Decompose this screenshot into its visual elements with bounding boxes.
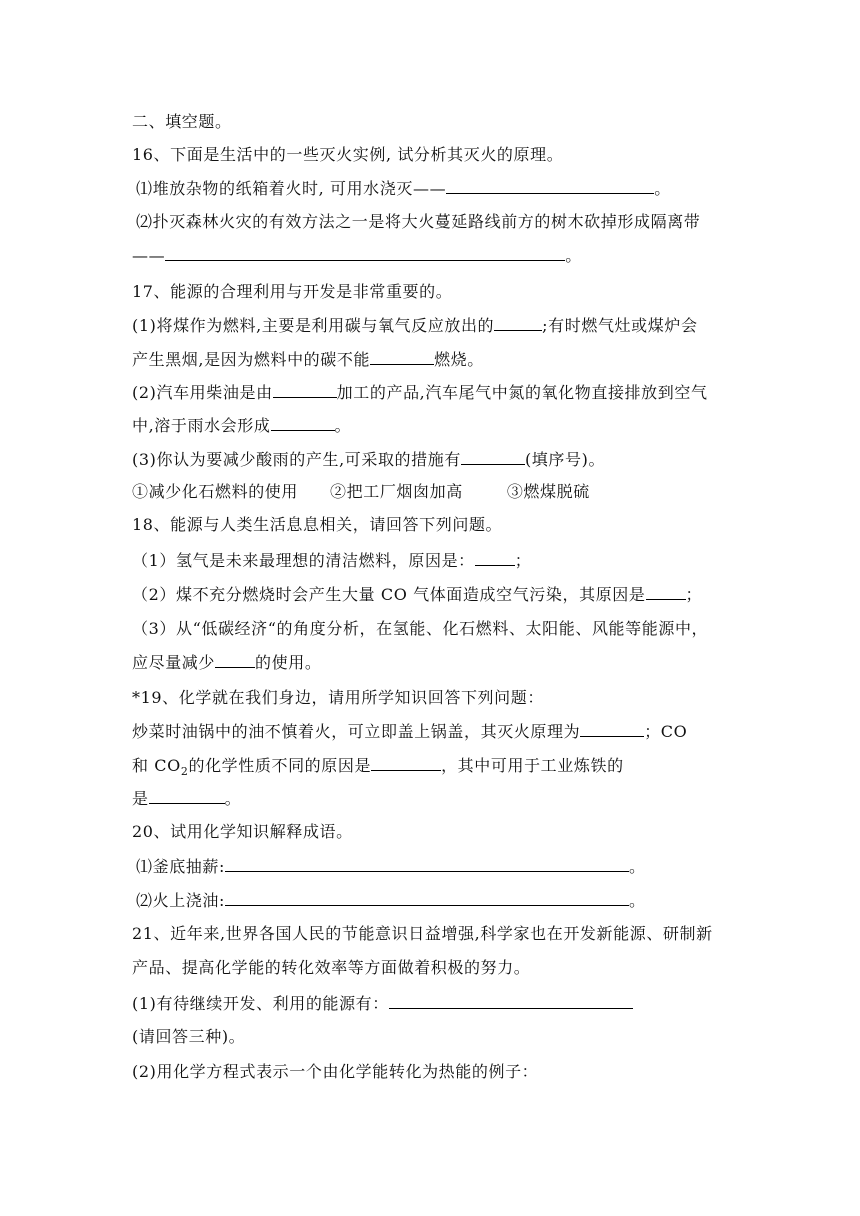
q16-part2: ⑵扑灭森林火灾的有效方法之一是将大火蔓延路线前方的树木砍掉形成隔离带 <box>136 212 701 231</box>
q19-stem: *19、化学就在我们身边，请用所学知识回答下列问题： <box>132 688 544 707</box>
q17-part1-cont <box>132 349 484 370</box>
answer-blank[interactable] <box>580 721 644 737</box>
answer-blank[interactable] <box>461 449 525 465</box>
q17-part1 <box>132 315 698 336</box>
q16-part2-end: 。 <box>565 246 582 265</box>
answer-blank[interactable] <box>215 652 255 668</box>
q18-part1 <box>132 550 531 571</box>
q17-part2-text: (2)汽车用柴油是由 <box>132 383 273 402</box>
q16-part2-cont <box>132 245 582 266</box>
section-title: 二、填空题。 <box>132 112 232 131</box>
q21-part1-text: (1)有待继续开发、利用的能源有： <box>132 994 389 1013</box>
q20-part2 <box>136 890 646 911</box>
q17-part3-text2: (填序号)。 <box>524 450 606 469</box>
q17-part2-text3: 中,溶于雨水会形成 <box>132 416 271 435</box>
q19-line3-end: 。 <box>224 789 242 808</box>
q17-part1-text4: 燃烧。 <box>434 350 484 369</box>
q19-line2-text2: 的化学性质不同的原因是 <box>188 756 372 775</box>
q19-line1-text: 炒菜时油锅中的油不慎着火，可立即盖上锅盖，其灭火原理为 <box>132 722 581 741</box>
q16-part2-dash: —— <box>132 246 166 265</box>
q16-part1-text: ⑴堆放杂物的纸箱着火时, 可用水浇灭—— <box>136 179 447 198</box>
q19-line1 <box>132 721 687 742</box>
q18-part3-end: 的使用。 <box>255 653 322 672</box>
q17-part1-text: (1)将煤作为燃料,主要是利用碳与氧气反应放出的 <box>132 316 495 335</box>
q20-part1-text: ⑴釜底抽薪: <box>136 857 225 876</box>
q19-line3 <box>132 788 241 809</box>
answer-blank[interactable] <box>149 788 225 804</box>
q19-line2-end: ，其中可用于工业炼铁的 <box>441 756 624 775</box>
answer-blank[interactable] <box>165 245 565 261</box>
q20-part1 <box>136 856 646 877</box>
q16-part1-end: 。 <box>654 179 671 198</box>
q17-part3-text: (3)你认为要减少酸雨的产生,可采取的措施有 <box>132 450 461 469</box>
q17-part2-text2: 加工的产品,汽车尾气中氮的氧化物直接排放到空气 <box>336 383 708 402</box>
subscript: 2 <box>180 765 189 779</box>
q17-stem: 17、能源的合理利用与开发是非常重要的。 <box>132 282 453 301</box>
answer-blank[interactable] <box>273 382 337 398</box>
q18-stem: 18、能源与人类生活息息相关，请回答下列问题。 <box>132 515 503 534</box>
q21-part2: (2)用化学方程式表示一个由化学能转化为热能的例子： <box>132 1062 539 1081</box>
q20-stem: 20、试用化学知识解释成语。 <box>132 822 353 841</box>
q17-part1-text3: 产生黑烟,是因为燃料中的碳不能 <box>132 350 371 369</box>
q18-part3-cont <box>132 652 321 673</box>
q17-part2 <box>132 382 708 403</box>
answer-blank[interactable] <box>646 584 686 600</box>
answer-blank[interactable] <box>389 993 633 1009</box>
answer-blank[interactable] <box>225 856 629 872</box>
option: ③燃煤脱硫 <box>506 482 590 501</box>
answer-blank[interactable] <box>371 755 441 771</box>
q17-part2-text4: 。 <box>334 416 352 435</box>
option: ②把工厂烟囱加高 <box>330 482 463 501</box>
answer-blank[interactable] <box>225 890 629 906</box>
answer-blank[interactable] <box>370 349 434 365</box>
q19-line2-text: 和 CO <box>132 756 181 775</box>
q18-part3: （3）从“低碳经济“的角度分析，在氢能、化石燃料、太阳能、风能等能源中， <box>132 619 709 638</box>
q18-part2-end: ； <box>685 585 703 604</box>
q18-part2 <box>132 584 702 605</box>
q20-part2-text: ⑵火上浇油: <box>136 891 225 910</box>
q20-part2-end: 。 <box>629 891 646 910</box>
q19-line2 <box>132 755 624 779</box>
q18-part1-text: （1）氢气是未来最理想的清洁燃料，原因是： <box>132 551 475 570</box>
answer-blank[interactable] <box>446 178 654 194</box>
q17-part1-text2: ;有时燃气灶或煤炉会 <box>542 316 698 335</box>
option: ①减少化石燃料的使用 <box>132 482 299 501</box>
q21-part1-cont: (请回答三种)。 <box>132 1027 246 1046</box>
q21-stem-cont: 产品、提高化学能的转化效率等方面做着积极的努力。 <box>132 958 531 977</box>
q17-part3 <box>132 449 605 470</box>
answer-blank[interactable] <box>475 550 515 566</box>
q17-options <box>132 482 590 502</box>
answer-blank[interactable] <box>494 315 542 331</box>
q16-part1 <box>136 178 671 199</box>
q18-part2-text: （2）煤不充分燃烧时会产生大量 CO 气体面造成空气污染，其原因是 <box>132 585 646 604</box>
q19-line1-end: ；CO <box>644 722 688 741</box>
q17-part2-cont <box>132 415 351 436</box>
q18-part1-end: ； <box>514 551 532 570</box>
q21-stem: 21、近年来,世界各国人民的节能意识日益增强,科学家也在开发新能源、研制新 <box>132 924 713 943</box>
q16-stem: 16、下面是生活中的一些灭火实例, 试分析其灭火的原理。 <box>132 145 564 164</box>
q20-part1-end: 。 <box>629 857 646 876</box>
q21-part1 <box>132 993 633 1014</box>
q18-part3-text: 应尽量减少 <box>132 653 216 672</box>
q19-line3-text: 是 <box>132 789 149 808</box>
answer-blank[interactable] <box>271 415 335 431</box>
